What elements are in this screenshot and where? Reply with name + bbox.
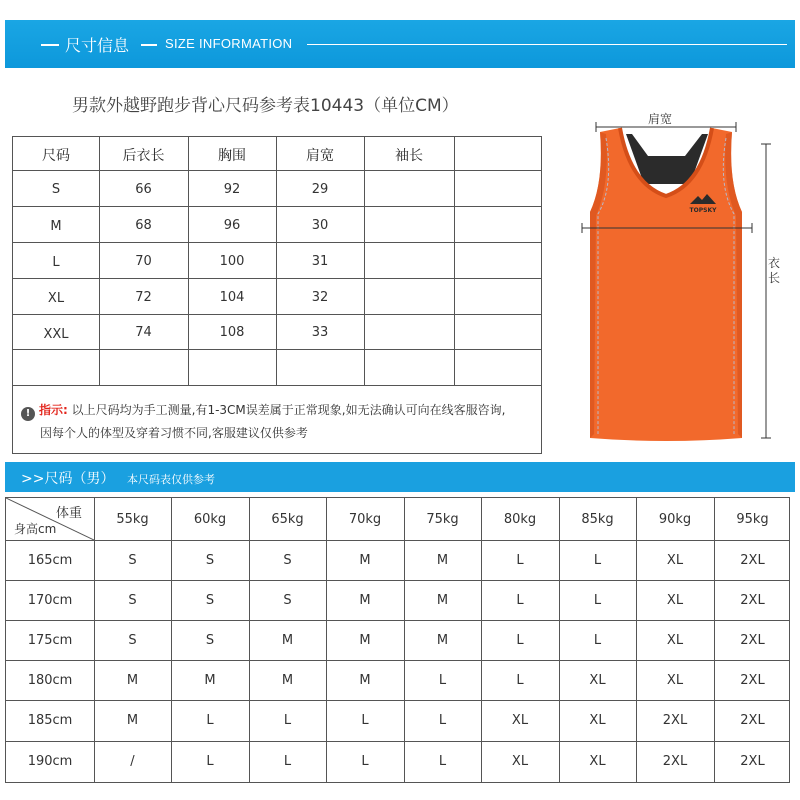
measurement-note [21,399,531,445]
size-recommend-cell: L [206,713,214,728]
size-recommend-cell: M [436,593,449,608]
men-size-title: >>尺码（男） [21,471,115,487]
size-recommend-cell: XL [666,593,684,608]
weight-header: 75kg [426,512,459,527]
cell-size: XL [47,291,65,306]
row-divider [6,580,789,581]
size-recommend-cell: 2XL [662,713,688,728]
size-recommend-cell: M [436,633,449,648]
size-recommend-cell: 2XL [740,553,765,568]
size-recommend-cell: M [126,673,139,688]
size-recommend-cell: L [516,633,524,648]
cell-size: L [52,255,60,270]
size-recommend-cell: XL [589,673,606,688]
row-divider [13,385,541,386]
header-back-length: 后衣长 [122,148,165,164]
cell-back-length: 72 [135,290,152,305]
corner-weight-label: 体重 [56,506,83,521]
size-recommend-cell: L [283,754,292,769]
size-recommend-cell: M [359,673,371,688]
size-recommend-cell: XL [666,633,684,648]
size-recommend-cell: XL [666,553,684,568]
size-recommend-cell: S [283,553,292,568]
size-recommend-cell: M [126,713,139,728]
size-recommend-cell: 2XL [662,754,688,769]
size-recommend-cell: L [361,713,369,728]
size-recommend-cell: 2XL [740,673,765,688]
cell-shoulder: 32 [311,290,329,305]
size-chart-subtitle: 男款外越野跑步背心尺码参考表10443（单位CM） [72,96,459,116]
size-recommend-cell: 2XL [740,633,765,648]
row-divider [6,540,789,541]
size-recommend-cell: M [436,553,449,568]
cell-back-length: 74 [135,325,152,340]
size-recommend-cell: M [359,633,371,648]
row-divider [6,620,789,621]
header-dash-left [41,44,59,46]
row-divider [13,278,541,279]
tank-top-graphic [570,104,795,454]
size-recommend-cell: M [281,673,294,688]
weight-header: 85kg [581,512,614,527]
note-line1: 以上尺码均为手工测量,有1-3CM误差属于正常现象,如无法确认可向在线客服咨询, [71,403,506,417]
size-recommend-cell: XL [511,754,529,769]
size-recommend-cell: XL [589,754,606,769]
header-title-cn: 尺寸信息 [65,36,130,55]
size-recommend-cell: S [205,633,215,648]
row-divider [13,349,541,350]
size-recommend-cell: S [128,553,137,568]
size-recommend-cell: M [359,593,371,608]
size-measure-table [12,136,542,454]
col-divider [454,137,455,385]
size-recommend-cell: L [438,754,447,769]
size-recommend-cell: L [438,713,447,728]
size-recommend-cell: S [205,593,215,608]
weight-header: 70kg [348,512,382,527]
cell-chest: 96 [223,218,241,233]
weight-header: 60kg [193,512,227,527]
size-recommend-cell: S [128,593,137,608]
header-chest: 胸围 [218,148,246,164]
cell-chest: 100 [219,254,245,269]
size-recommend-cell: S [128,633,137,648]
cell-chest: 104 [219,290,245,305]
size-recommend-cell: 2XL [740,713,765,728]
weight-header: 90kg [658,512,692,527]
note-label: 指示: [39,403,68,417]
row-divider [13,242,541,243]
size-recommend-cell: L [593,553,602,568]
cell-shoulder: 29 [311,182,329,197]
header-dash-mid [141,44,157,46]
size-recommend-cell: XL [666,673,684,688]
size-recommend-cell: S [205,553,215,568]
height-cell: 175cm [27,633,73,648]
cell-back-length: 70 [135,254,152,269]
weight-header: 65kg [271,512,304,527]
row-divider [13,170,541,171]
size-recommend-cell: L [516,673,524,688]
size-recommend-cell: L [593,633,602,648]
size-recommend-cell: 2XL [740,754,765,769]
corner-height-label: 身高cm [14,522,57,536]
size-recommend-cell: XL [511,713,529,728]
row-divider [6,700,789,701]
weight-header: 95kg [736,512,769,527]
cell-back-length: 66 [135,182,152,197]
cell-back-length: 68 [135,218,152,233]
size-recommend-cell: M [281,633,294,648]
header-sleeve: 袖长 [395,148,423,164]
size-recommend-cell: L [516,553,524,568]
size-recommend-cell: L [516,593,524,608]
shirt-illustration [570,104,795,454]
row-divider [6,660,789,661]
row-divider [13,314,541,315]
header-title-en: SIZE INFORMATION [165,36,293,51]
height-cell: 180cm [27,673,73,688]
length-label: 衣长 [768,256,781,285]
height-cell: 190cm [27,754,73,769]
size-recommend-cell: L [206,754,214,769]
cell-size: XXL [43,327,69,342]
row-divider [13,206,541,207]
size-info-header [5,20,795,68]
size-recommend-table [5,497,790,783]
size-recommend-cell: M [359,553,371,568]
height-cell: 170cm [27,593,73,608]
cell-shoulder: 31 [311,254,329,269]
cell-size: S [51,182,61,197]
height-cell: 185cm [27,713,73,728]
shoulder-width-label: 肩宽 [648,112,673,126]
size-recommend-cell: 2XL [740,593,765,608]
size-recommend-cell: XL [589,713,606,728]
size-recommend-cell: M [204,673,216,688]
col-divider [364,137,365,385]
logo-text: TOPSKY [689,207,717,214]
height-cell: 165cm [27,553,73,568]
cell-chest: 92 [223,182,241,197]
cell-shoulder: 30 [311,218,329,233]
size-recommend-cell: L [283,713,292,728]
info-icon: ! [21,407,35,421]
cell-shoulder: 33 [311,325,329,340]
row-divider [6,741,789,742]
note-line2: 因每个人的体型及穿着习惯不同,客服建议仅供参考 [40,425,308,440]
size-recommend-cell: L [361,754,369,769]
cell-chest: 108 [219,325,245,340]
weight-header: 55kg [116,512,149,527]
size-recommend-cell: L [438,673,447,688]
men-size-note: 本尺码表仅供参考 [127,473,215,486]
men-size-band [5,462,795,492]
cell-size: M [50,219,62,234]
weight-header: 80kg [503,512,537,527]
header-shoulder: 肩宽 [306,148,334,164]
size-recommend-cell: / [130,754,135,769]
header-size: 尺码 [42,148,70,164]
size-recommend-cell: L [593,593,602,608]
header-rule [307,44,787,45]
size-recommend-cell: S [283,593,292,608]
